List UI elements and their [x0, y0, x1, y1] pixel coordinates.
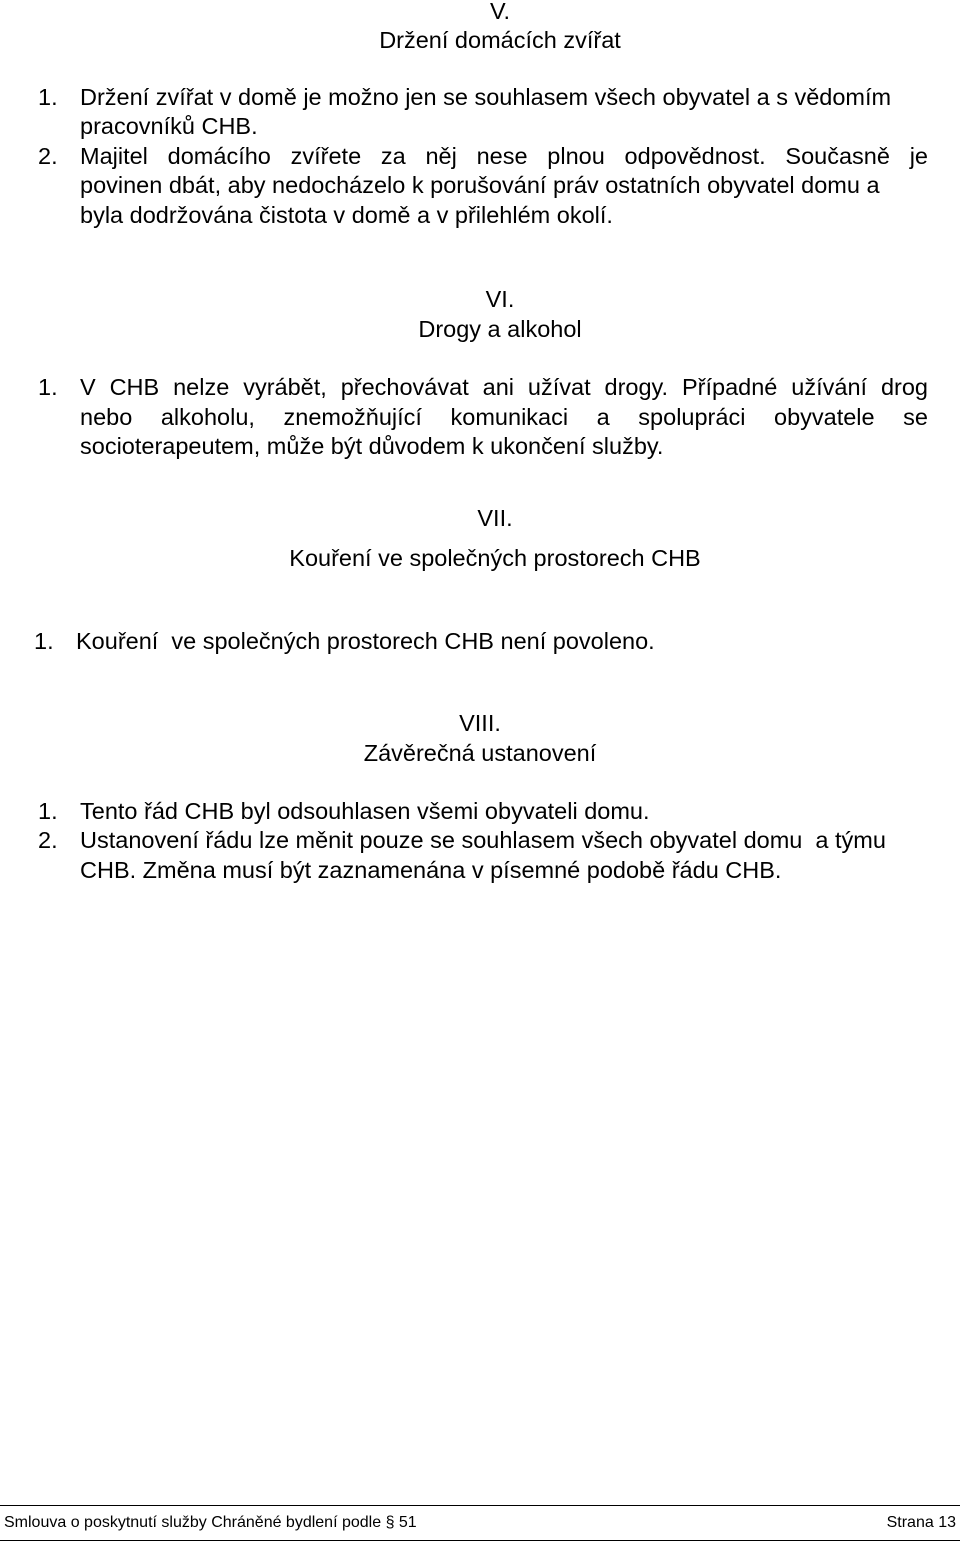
section-viii-item-2-line-1: Ustanovení řádu lze měnit pouze se souhlasem všech obyvatel domu a týmu: [80, 827, 886, 853]
section-vi-item-1-line-1: V CHB nelze vyrábět, přechovávat ani užívat drogy. Případné užívání drog: [80, 374, 928, 400]
section-viii-title: Závěrečná ustanovení: [363, 740, 597, 766]
section-v-item-2-number: 2.: [38, 143, 58, 169]
section-vi-title: Drogy a alkohol: [418, 316, 582, 342]
section-vii-numeral: VII.: [477, 505, 513, 531]
section-vi-numeral: VI.: [485, 286, 515, 312]
section-v-item-1-line-2: pracovníků CHB.: [80, 113, 258, 139]
section-viii-item-1-number: 1.: [38, 798, 58, 824]
section-v-item-1-line-1: Držení zvířat v domě je možno jen se souhlasem všech obyvatel a s vědomím: [80, 84, 892, 110]
section-vii-item-1-line-1: Kouření ve společných prostorech CHB není povoleno.: [76, 628, 655, 654]
section-vii-title: Kouření ve společných prostorech CHB: [289, 545, 701, 571]
section-v-item-2-line-1: Majitel domácího zvířete za něj nese plnou odpovědnost. Současně je: [80, 143, 928, 169]
section-vi-item-1-line-2: nebo alkoholu, znemožňující komunikaci a spolupráci obyvatele se: [80, 404, 928, 430]
section-v-numeral: V.: [489, 0, 511, 24]
section-viii-item-2-line-2: CHB. Změna musí být zaznamenána v písemné podobě řádu CHB.: [80, 857, 782, 883]
section-v-item-2-line-3: byla dodržována čistota v domě a v přilehlém okolí.: [80, 202, 613, 228]
section-viii-numeral: VIII.: [459, 710, 501, 736]
section-v-item-1-number: 1.: [38, 84, 58, 110]
section-vi-item-1-number: 1.: [38, 374, 58, 400]
footer-page-number: Strana 13: [886, 1514, 956, 1531]
section-v-item-2-line-2: povinen dbát, aby nedocházelo k porušování práv ostatních obyvatel domu a: [80, 172, 880, 198]
section-viii-item-2-number: 2.: [38, 827, 58, 853]
section-vi-item-1-line-3: socioterapeutem, může být důvodem k ukončení služby.: [80, 433, 664, 459]
section-vii-item-1-number: 1.: [34, 628, 54, 654]
page-footer: [0, 1505, 960, 1542]
section-viii-item-1-line-1: Tento řád CHB byl odsouhlasen všemi obyvateli domu.: [80, 798, 650, 824]
section-v-title: Držení domácích zvířat: [379, 27, 621, 53]
footer-document-title: Smlouva o poskytnutí služby Chráněné bydlení podle § 51: [4, 1514, 417, 1531]
